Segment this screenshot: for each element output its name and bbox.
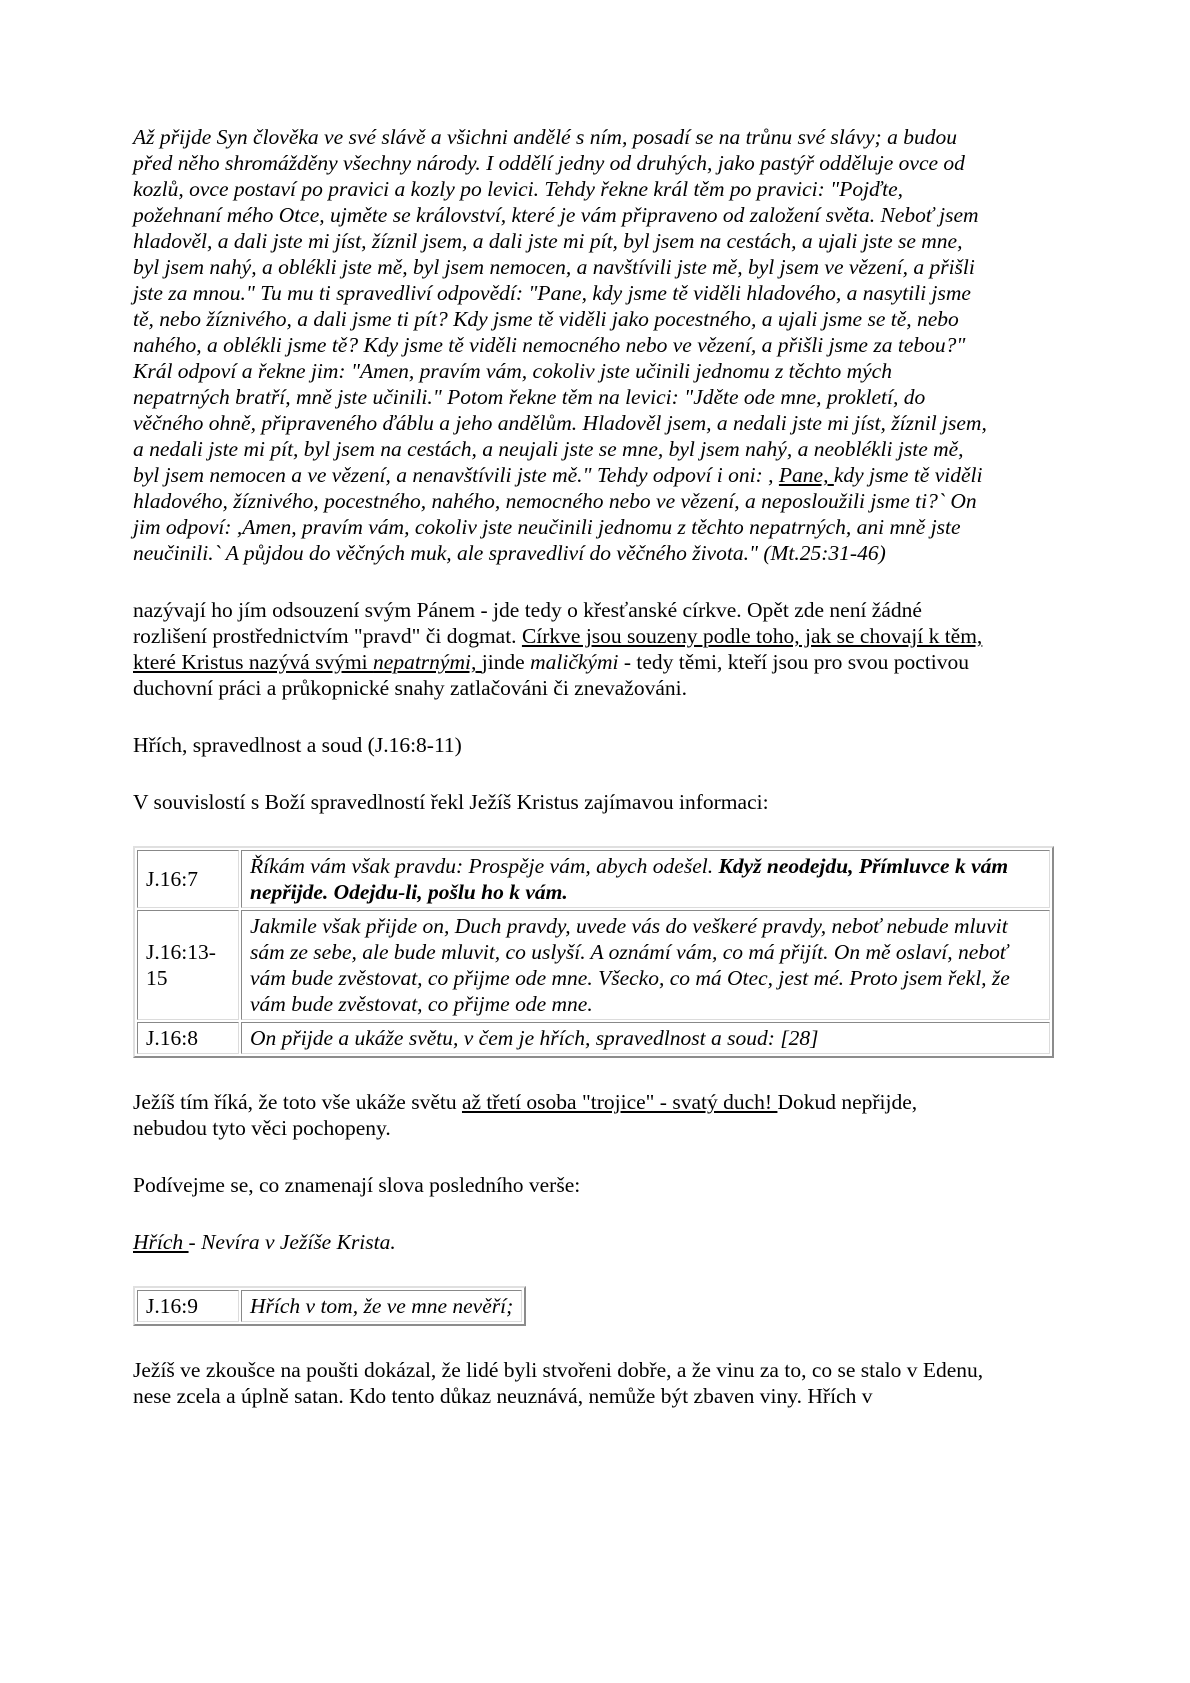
jezis-tim-text-2: Dokud nepřijde, nebudou tyto věci pochopeny. (133, 1090, 918, 1140)
final-paragraph: Ježíš ve zkoušce na poušti dokázal, že lidé byli stvořeni dobře, a že vinu za to, co se stalo v Edenu, nese zcela a úplně satan. Kdo tento důkaz neuznává, nemůže být zbaven viny. Hřích v (133, 1358, 984, 1408)
quote-text-before: Až přijde Syn člověka ve své slávě a všichni andělé s ním, posadí se na trůnu své slávy; a budou před něho shromážděny všechny národy. I oddělí jedny od druhých, jako pastýř odděluje ovce od kozlů, ovce postaví po pravici a kozly po levici. Tehdy řekne král těm po pravici: "Pojďte, požehnaní mého Otce, ujměte se království, které je vám připraveno od založení světa. Neboť jsem hladověl, a dali jste mi jíst, žíznil jsem, a dali jste mi pít, byl jsem na cestách, a ujali jste se mne, byl jsem nahý, a oblékli jste mě, byl jsem nemocen, a navštívili jste mě, byl jsem ve vězení, a přišli jste za mnou." Tu mu ti spravedliví odpovědí: "Pane, kdy jsme tě viděli hladového, a nasytili jsme tě, nebo žíznivého, a dali jsme ti pít? Kdy jsme tě viděli jako pocestného, a ujali jsme se tě, nebo nahého, a oblékli jsme tě? Kdy jsme tě viděli nemocného nebo ve vězení, a přišli jsme za tebou?" Král odpoví a řekne jim: "Amen, pravím vám, cokoliv jste učinili jednomu z těchto mých nepatrných bratří, mně jste učinili." Potom řekne těm na levici: "Jděte ode mne, prokletí, do věčného ohně, připraveného ďáblu a jeho andělům. Hladověl jsem, a nedali jste mi jíst, žíznil jsem, a nedali jste mi pít, byl jsem na cestách, a neujali jste se mne, byl jsem nahý, a neoblékli jste mě, byl jsem nemocen a ve vězení, a nenavštívili jste mě." Tehdy odpoví i oni: , (133, 125, 987, 487)
verse-text: Říkám vám však pravdu: Prospěje vám, abych odešel. (250, 854, 719, 878)
churches-text-1: nazývají ho jím odsouzení svým Pánem - jde tedy o křesťanské církve. Opět zde není žádné rozlišení prostřednictvím "pravd" či dogmat. (133, 598, 922, 648)
quote-text-pane-underlined: Pane, (778, 463, 834, 487)
verse-text: Jakmile však přijde on, Duch pravdy, uvede vás do veškeré pravdy, neboť nebude mluvit sám ze sebe, ale bude mluvit, co uslyší. A oznámí vám, co má přijít. On mě oslaví, neboť vám bude zvěstovat, co přijme ode mne. Všecko, co má Otec, jest mé. Proto jsem řekl, že vám bude zvěstovat, co přijme ode mne. (250, 914, 1010, 1016)
verse-text-bold: Když neodejdu, Přímluvce k vám nepřijde. Odejdu-li, pošlu ho k vám. (250, 854, 1009, 904)
verse-ref-cell: J.16:7 (137, 850, 239, 908)
verse-text-cell (241, 850, 1050, 908)
table-row (137, 910, 1050, 1020)
hrich-term-underlined: Hřích (133, 1230, 189, 1254)
churches-text-3: - tedy těmi, kteří jsou pro svou poctivou duchovní práci a průkopnické snahy zatlačováni či znevažováni. (133, 650, 969, 700)
churches-underlined: Církve jsou souzeny podle toho, jak se chovají k těm, které Kristus nazývá svými (133, 624, 983, 674)
verse-table-j169 (133, 1286, 526, 1326)
table-row (137, 1290, 522, 1322)
hrich-definition-paragraph (133, 1229, 990, 1255)
jezis-tim-underlined: až třetí osoba "trojice" - svatý duch! (461, 1090, 778, 1114)
jezis-tim-paragraph (133, 1089, 990, 1141)
churches-italic-malickymi: maličkými (530, 650, 619, 674)
verse-ref-cell: J.16:13-15 (137, 910, 239, 1020)
podivejme-paragraph: Podívejme se, co znamenají slova posledního verše: (133, 1173, 581, 1197)
verse-ref-cell: J.16:9 (137, 1290, 239, 1322)
jezis-tim-text-1: Ježíš tím říká, že toto vše ukáže světu (133, 1090, 462, 1114)
table-row (137, 850, 1050, 908)
heading-sin-justice-judgement: Hřích, spravedlnost a soud (J.16:8-11) (133, 733, 462, 757)
verse-text-cell (241, 910, 1050, 1020)
verse-text-cell (241, 1022, 1050, 1054)
verse-ref-cell: J.16:8 (137, 1022, 239, 1054)
churches-text-2: jinde (481, 650, 531, 674)
churches-underlined-italic: nepatrnými, (373, 650, 482, 674)
verse-text: On přijde a ukáže světu, v čem je hřích, spravedlnost a soud: [28] (250, 1026, 819, 1050)
quote-text-after: kdy jsme tě viděli hladového, žíznivého, pocestného, nahého, nemocného nebo ve vězení, a neposloužili jsme ti?` On jim odpoví: ,Amen, pravím vám, cokoliv jste neučinili jednomu z těchto nepatrných, ani mně jste neučinili.` A půjdou do věčných muk, ale spravedliví do věčného života." (Mt.25:31-46) (133, 463, 983, 565)
verse-text-cell (241, 1290, 522, 1322)
table-row (137, 1022, 1050, 1054)
churches-paragraph (133, 597, 990, 701)
verse-text: Hřích v tom, že ve mne nevěří; (250, 1294, 514, 1318)
intro-sentence: V souvislostí s Boží spravedlností řekl Ježíš Kristus zajímavou informaci: (133, 790, 769, 814)
verse-table-j16 (133, 846, 1054, 1058)
hrich-definition-text: - Nevíra v Ježíše Krista. (188, 1230, 396, 1254)
quote-mt25-paragraph (133, 124, 990, 566)
